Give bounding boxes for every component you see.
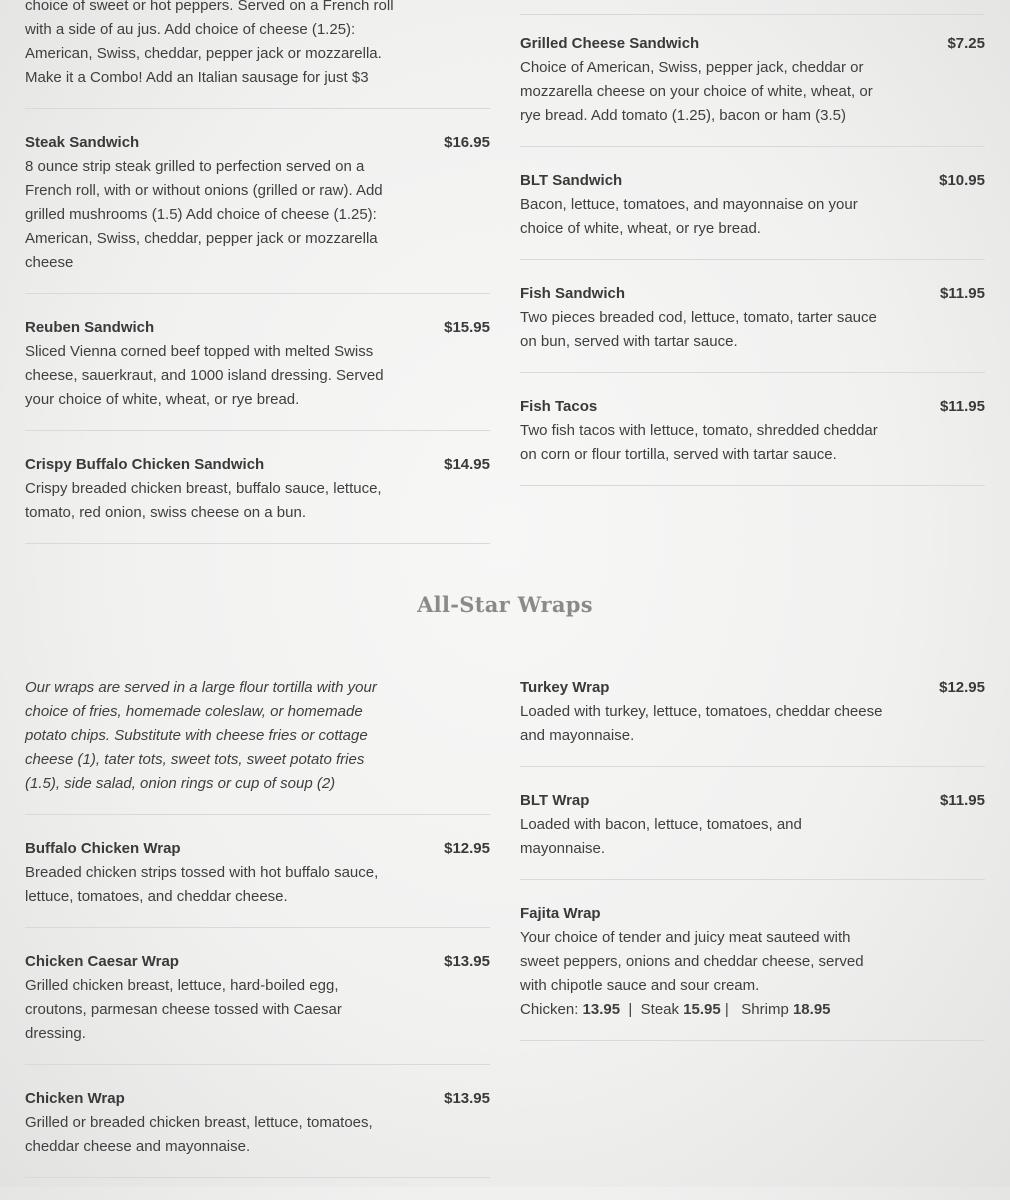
menu-item-price: $12.95 bbox=[444, 840, 490, 857]
menu-item-buffalo-chicken-wrap bbox=[25, 837, 490, 928]
pricing-steak-label: | Steak bbox=[620, 1001, 684, 1018]
fajita-pricing bbox=[520, 998, 920, 1022]
menu-item-price: $10.95 bbox=[939, 172, 985, 189]
menu-item-price: $16.95 bbox=[444, 134, 490, 151]
menu-item-description: Loaded with turkey, lettuce, tomatoes, cheddar cheese and mayonnaise. bbox=[520, 703, 883, 744]
pricing-shrimp-label: | Shrimp bbox=[720, 1001, 793, 1018]
menu-item-price: $11.95 bbox=[939, 398, 985, 415]
menu-item-price: $13.95 bbox=[444, 953, 490, 970]
menu-item-blt-sandwich bbox=[520, 169, 985, 260]
divider bbox=[520, 0, 985, 15]
menu-item-name: Crispy Buffalo Chicken Sandwich bbox=[25, 456, 265, 473]
menu-item-description: Grilled or breaded chicken breast, lettuce, tomatoes, cheddar cheese and mayonnaise. bbox=[25, 1114, 373, 1155]
menu-item-price: $7.25 bbox=[947, 35, 985, 52]
menu-item-crispy-buffalo-chicken-sandwich bbox=[25, 453, 490, 544]
menu-item-fajita-wrap bbox=[520, 902, 985, 1041]
left-menu-column bbox=[25, 0, 490, 566]
menu-item-chicken-caesar-wrap bbox=[25, 950, 490, 1065]
menu-item-grilled-cheese-sandwich bbox=[520, 32, 985, 147]
menu-item-name: Fajita Wrap bbox=[520, 905, 601, 922]
menu-item-description: Crispy breaded chicken breast, buffalo sauce, lettuce, tomato, red onion, swiss cheese on a bun. bbox=[25, 480, 382, 521]
menu-item-description: Choice of American, Swiss, pepper jack, cheddar or mozzarella cheese on your choice of white, wheat, or rye bread. Add tomato (1.25), bacon or ham (3.5) bbox=[520, 59, 873, 124]
pricing-chicken-price: 13.95 bbox=[582, 1001, 621, 1018]
menu-item-name: Fish Sandwich bbox=[520, 285, 626, 302]
menu-item-description: Sliced Vienna corned beef topped with melted Swiss cheese, sauerkraut, and 1000 island dressing. Served your choice of white, wheat, or rye bread. bbox=[25, 343, 384, 408]
menu-item-name: Steak Sandwich bbox=[25, 134, 140, 151]
menu-item-blt-wrap bbox=[520, 789, 985, 880]
menu-item-description: choice of sweet or hot peppers. Served on a French roll with a side of au jus. Add choice of cheese (1.25): American, Swiss, cheddar, pepper jack or mozzarella. Make it a Combo! Add an Italian sausage for just $3 bbox=[25, 0, 394, 86]
menu-item-reuben-sandwich bbox=[25, 316, 490, 431]
menu-item-name: Fish Tacos bbox=[520, 398, 598, 415]
menu-item-description: 8 ounce strip steak grilled to perfection served on a French roll, with or without onions (grilled or raw). Add grilled mushrooms (1.5) Add choice of cheese (1.25): American, Swiss, cheddar, pepper jack or mozzarella cheese bbox=[25, 158, 383, 271]
wraps-note-text: Our wraps are served in a large flour tortilla with your choice of fries, homemade coleslaw, or homemade potato chips. Substitute with cheese fries or cottage cheese (1), tater tots, sweet tots, sweet potato fries (1.5), side salad, onion rings or cup of soup (2) bbox=[25, 679, 377, 792]
menu-item-price: $11.95 bbox=[939, 285, 985, 302]
menu-item-name: Chicken Caesar Wrap bbox=[25, 953, 179, 970]
menu-item-name: BLT Wrap bbox=[520, 792, 590, 809]
menu-item-fish-tacos bbox=[520, 395, 985, 486]
pricing-steak-price: 15.95 bbox=[683, 1001, 721, 1018]
menu-item-price: $15.95 bbox=[444, 319, 490, 336]
menu-item-name: Buffalo Chicken Wrap bbox=[25, 840, 181, 857]
menu-item-name: BLT Sandwich bbox=[520, 172, 623, 189]
menu-item-name: Chicken Wrap bbox=[25, 1090, 125, 1107]
menu-item-description: Breaded chicken strips tossed with hot buffalo sauce, lettuce, tomatoes, and cheddar cheese. bbox=[25, 864, 379, 905]
menu-item-name: Reuben Sandwich bbox=[25, 319, 155, 336]
pricing-shrimp-price: 18.95 bbox=[792, 1001, 831, 1018]
right-menu-column bbox=[520, 0, 985, 508]
menu-item-name: Grilled Cheese Sandwich bbox=[520, 35, 700, 52]
menu-item-description: Grilled chicken breast, lettuce, hard-boiled egg, croutons, parmesan cheese tossed with Caesar dressing. bbox=[25, 977, 342, 1042]
menu-item-description: Two pieces breaded cod, lettuce, tomato, tarter sauce on bun, served with tartar sauce. bbox=[520, 309, 877, 350]
menu-item-price: $13.95 bbox=[444, 1090, 490, 1107]
menu-item-steak-sandwich bbox=[25, 131, 490, 294]
pricing-chicken-label: Chicken: bbox=[520, 1001, 583, 1018]
menu-item-price: $12.95 bbox=[939, 679, 985, 696]
wraps-left-column bbox=[25, 676, 490, 1200]
menu-item-price: $14.95 bbox=[444, 456, 490, 473]
menu-item-description: Your choice of tender and juicy meat sauteed with sweet peppers, onions and cheddar cheese, served with chipotle sauce and sour cream. bbox=[520, 929, 864, 994]
menu-item-name: Turkey Wrap bbox=[520, 679, 610, 696]
menu-item-description: Two fish tacos with lettuce, tomato, shredded cheddar on corn or flour tortilla, served with tartar sauce. bbox=[520, 422, 878, 463]
menu-item-description: Loaded with bacon, lettuce, tomatoes, and mayonnaise. bbox=[520, 816, 802, 857]
section-title-wraps: All-Star Wraps bbox=[417, 592, 593, 617]
menu-item-description: Bacon, lettuce, tomatoes, and mayonnaise on your choice of white, wheat, or rye bread. bbox=[520, 196, 858, 237]
menu-item-turkey-wrap bbox=[520, 676, 985, 767]
menu-item bbox=[25, 0, 490, 109]
wraps-note bbox=[25, 676, 490, 815]
menu-item-fish-sandwich bbox=[520, 282, 985, 373]
menu-item-price: $11.95 bbox=[939, 792, 985, 809]
menu-item-chicken-wrap bbox=[25, 1087, 490, 1178]
wraps-right-column bbox=[520, 676, 985, 1063]
